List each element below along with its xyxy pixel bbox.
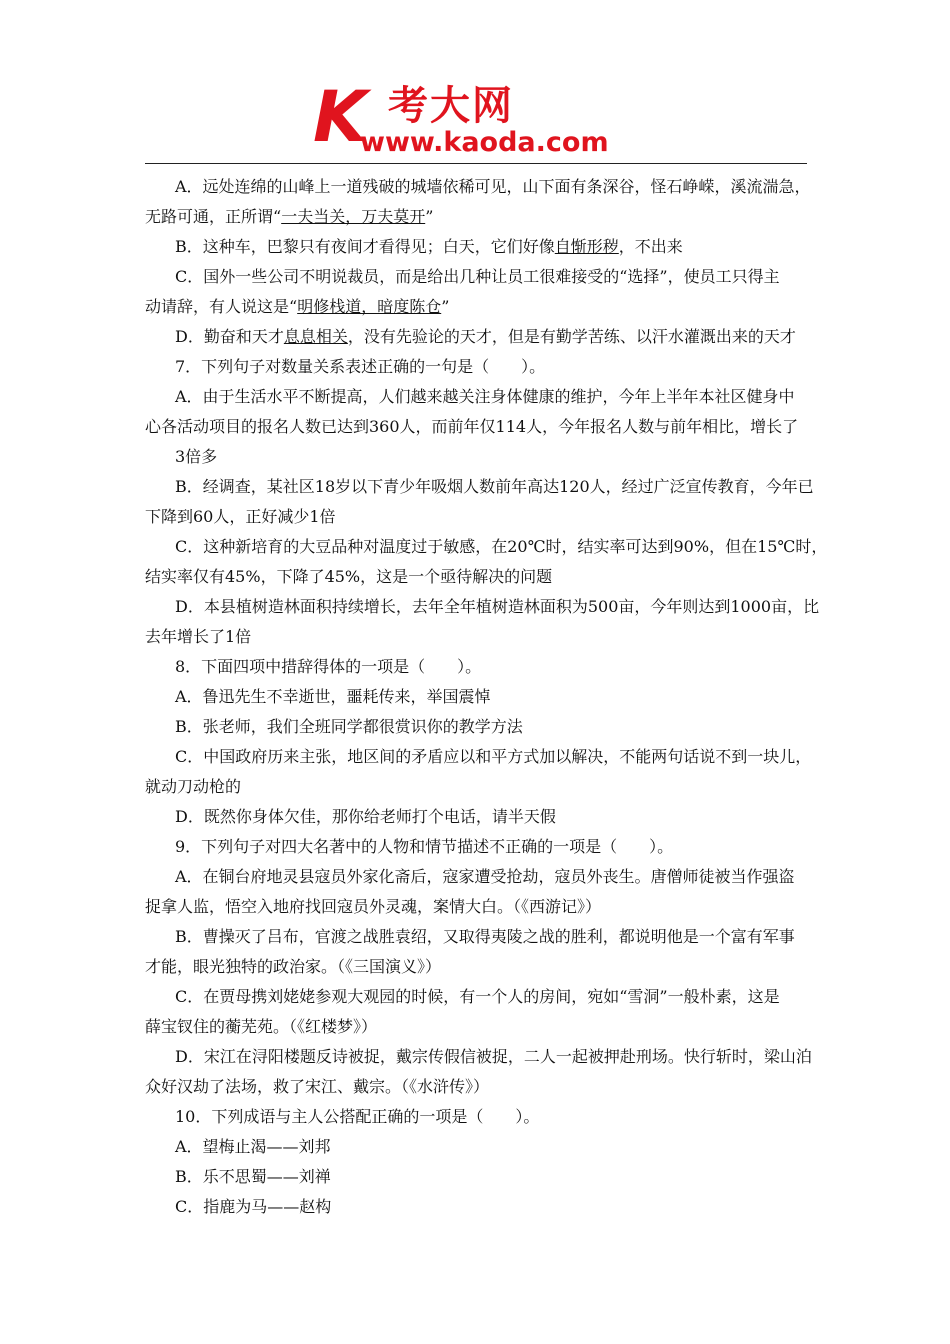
text-segment: 7．下列句子对数量关系表述正确的一句是（ ）。 bbox=[175, 357, 546, 376]
text-segment: 结实率仅有45%，下降了45%，这是一个亟待解决的问题 bbox=[145, 567, 553, 586]
text-line bbox=[145, 412, 807, 442]
text-segment: 捉拿人监，悟空入地府找回寇员外灵魂，案情大白。（《西游记》） bbox=[145, 897, 602, 916]
text-segment: A．望梅止渴——刘邦 bbox=[175, 1137, 331, 1156]
text-segment: B．曹操灭了吕布，官渡之战胜袁绍，又取得夷陵之战的胜利，都说明他是一个富有军事 bbox=[175, 927, 795, 946]
text-line bbox=[145, 802, 807, 832]
text-segment: 心各活动项目的报名人数已达到360人，而前年仅114人，今年报名人数与前年相比，增长了 bbox=[145, 417, 799, 436]
logo-url: www.kaoda.com bbox=[360, 127, 609, 158]
document-body bbox=[145, 172, 828, 1222]
text-segment: D．本县植树造林面积持续增长，去年全年植树造林面积为500亩，今年则达到1000亩，比 bbox=[175, 597, 820, 616]
text-line bbox=[145, 622, 807, 652]
text-line bbox=[145, 202, 807, 232]
text-line bbox=[145, 1162, 807, 1192]
text-segment: 众好汉劫了法场，救了宋江、戴宗。（《水浒传》） bbox=[145, 1077, 490, 1096]
text-line bbox=[145, 382, 807, 412]
text-line bbox=[145, 292, 807, 322]
text-line bbox=[145, 1132, 807, 1162]
text-line bbox=[145, 262, 807, 292]
text-segment: B．这种车，巴黎只有夜间才看得见；白天，它们好像 bbox=[175, 237, 555, 256]
text-segment: A．由于生活水平不断提高，人们越来越关注身体健康的维护，今年上半年本社区健身中 bbox=[175, 387, 795, 406]
text-line bbox=[145, 1042, 812, 1072]
text-line bbox=[145, 502, 807, 532]
logo-k-mark: K bbox=[313, 76, 366, 158]
text-segment: 去年增长了1倍 bbox=[145, 627, 252, 646]
text-line bbox=[145, 322, 807, 352]
underlined-phrase: 息息相关 bbox=[283, 327, 348, 346]
text-segment: C．这种新培育的大豆品种对温度过于敏感，在20℃时，结实率可达到90%，但在15℃时， bbox=[175, 537, 828, 556]
underlined-phrase: 一夫当关，万夫莫开 bbox=[281, 207, 426, 226]
text-line bbox=[145, 1192, 807, 1222]
text-line bbox=[145, 592, 820, 622]
text-segment: 10．下列成语与主人公搭配正确的一项是（ ）。 bbox=[175, 1107, 540, 1126]
text-line bbox=[145, 232, 807, 262]
text-segment: A．鲁迅先生不幸逝世，噩耗传来，举国震悼 bbox=[175, 687, 491, 706]
text-line bbox=[145, 832, 807, 862]
text-line bbox=[145, 682, 807, 712]
text-segment: 9．下列句子对四大名著中的人物和情节描述不正确的一项是（ ）。 bbox=[175, 837, 674, 856]
text-segment: ，不出来 bbox=[618, 237, 683, 256]
text-segment: 下降到60人，正好减少1倍 bbox=[145, 507, 336, 526]
text-line bbox=[145, 1072, 807, 1102]
text-segment: ” bbox=[425, 207, 434, 226]
text-line bbox=[145, 532, 828, 562]
text-segment: D．勤奋和天才 bbox=[175, 327, 284, 346]
logo-title: 考大网 bbox=[388, 83, 514, 129]
text-line bbox=[145, 442, 807, 472]
text-segment: B．张老师，我们全班同学都很赏识你的教学方法 bbox=[175, 717, 523, 736]
text-segment: C．国外一些公司不明说裁员，而是给出几种让员工很难接受的“选择”，使员工只得主 bbox=[175, 267, 780, 286]
text-segment: 才能，眼光独特的政治家。（《三国演义》） bbox=[145, 957, 442, 976]
text-line bbox=[145, 772, 807, 802]
text-segment: D．宋江在浔阳楼题反诗被捉，戴宗传假信被捉，二人一起被押赴刑场。快行斩时，梁山泊 bbox=[175, 1047, 812, 1066]
text-line bbox=[145, 982, 807, 1012]
text-line bbox=[145, 652, 807, 682]
text-line bbox=[145, 892, 807, 922]
text-line bbox=[145, 1012, 807, 1042]
text-line bbox=[145, 352, 807, 382]
text-line bbox=[145, 172, 811, 202]
text-line bbox=[145, 712, 807, 742]
text-line bbox=[145, 562, 807, 592]
text-segment: D．既然你身体欠佳，那你给老师打个电话，请半天假 bbox=[175, 807, 556, 826]
text-segment: A．在铜台府地灵县寇员外家化斋后，寇家遭受抢劫，寇员外丧生。唐僧师徒被当作强盗 bbox=[175, 867, 795, 886]
text-segment: C．在贾母携刘姥姥参观大观园的时候，有一个人的房间，宛如“雪洞”一般朴素，这是 bbox=[175, 987, 780, 1006]
text-segment: 8．下面四项中措辞得体的一项是（ ）。 bbox=[175, 657, 482, 676]
text-line bbox=[145, 952, 807, 982]
underlined-phrase: 自惭形秽 bbox=[554, 237, 619, 256]
text-line bbox=[145, 1102, 807, 1132]
underlined-phrase: 明修栈道，暗度陈仓 bbox=[297, 297, 442, 316]
text-segment: ，没有先验论的天才，但是有勤学苦练、以汗水灌溉出来的天才 bbox=[347, 327, 796, 346]
text-line bbox=[145, 922, 807, 952]
text-segment: 无路可通，正所谓“ bbox=[145, 207, 282, 226]
site-header bbox=[145, 78, 807, 166]
text-segment: A．远处连绵的山峰上一道残破的城墙依稀可见，山下面有条深谷，怪石峥嵘，溪流湍急， bbox=[175, 177, 811, 196]
text-segment: 3倍多 bbox=[175, 447, 218, 466]
text-segment: C．中国政府历来主张，地区间的矛盾应以和平方式加以解决，不能两句话说不到一块儿， bbox=[175, 747, 812, 766]
text-segment: 动请辞，有人说这是“ bbox=[145, 297, 298, 316]
header-divider bbox=[145, 163, 807, 164]
text-line bbox=[145, 862, 807, 892]
text-line bbox=[145, 472, 814, 502]
text-segment: B．乐不思蜀——刘禅 bbox=[175, 1167, 331, 1186]
text-segment: ” bbox=[441, 297, 450, 316]
text-segment: 薛宝钗住的蘅芜苑。（《红楼梦》） bbox=[145, 1017, 378, 1036]
text-segment: 就动刀动枪的 bbox=[145, 777, 242, 796]
text-line bbox=[145, 742, 812, 772]
text-segment: C．指鹿为马——赵构 bbox=[175, 1197, 332, 1216]
text-segment: B．经调查，某社区18岁以下青少年吸烟人数前年高达120人，经过广泛宣传教育，今年已 bbox=[175, 477, 814, 496]
